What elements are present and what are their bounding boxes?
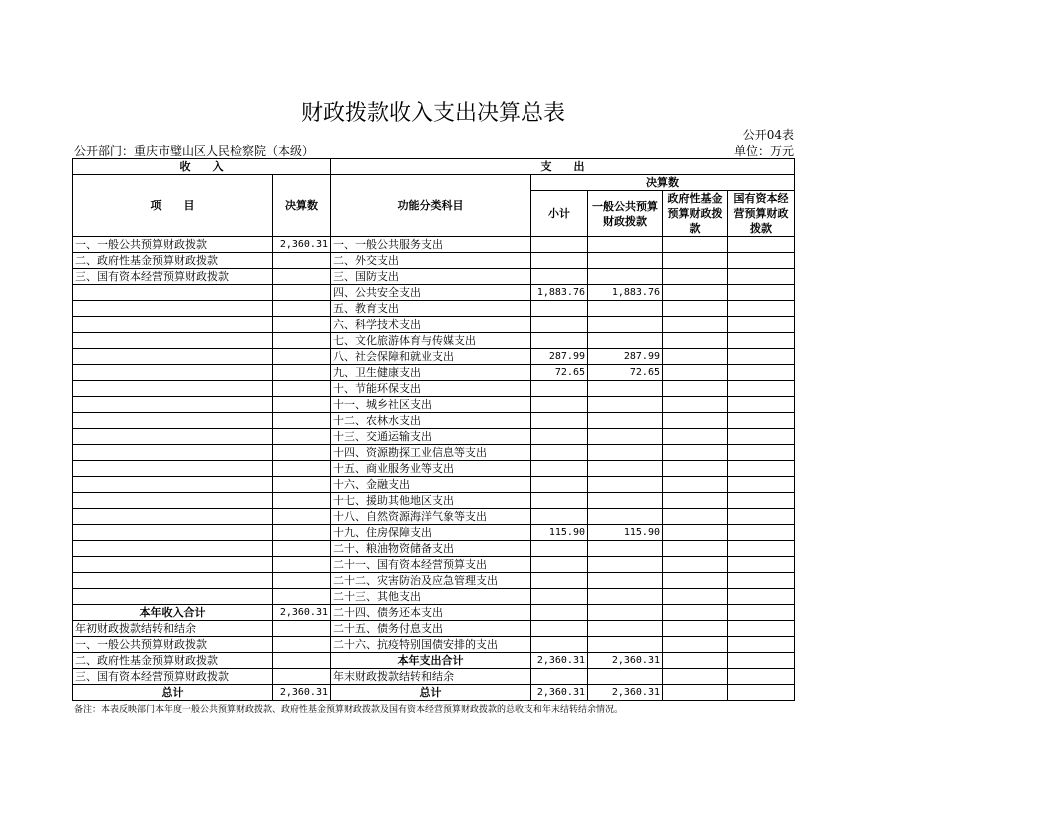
- income-amount-cell: [273, 653, 331, 669]
- subtotal-cell: [531, 669, 588, 685]
- gov-fund-cell: [663, 637, 728, 653]
- income-item-cell: [73, 445, 273, 461]
- general-budget-cell: [588, 301, 663, 317]
- income-amount-cell: [273, 349, 331, 365]
- expense-item-cell: 十八、自然资源海洋气象等支出: [331, 509, 531, 525]
- general-budget-cell: [588, 397, 663, 413]
- subtotal-cell: [531, 301, 588, 317]
- general-budget-cell: [588, 621, 663, 637]
- general-budget-header: 一般公共预算财政拨款: [588, 191, 663, 237]
- general-budget-cell: 115.90: [588, 525, 663, 541]
- subtotal-header: 小计: [531, 191, 588, 237]
- gov-fund-cell: [663, 381, 728, 397]
- table-row: [73, 605, 795, 621]
- general-budget-cell: 2,360.31: [588, 653, 663, 669]
- income-amount-cell: 2,360.31: [273, 685, 331, 701]
- expense-item-cell: 总计: [331, 685, 531, 701]
- gov-fund-cell: [663, 685, 728, 701]
- state-capital-cell: [728, 381, 795, 397]
- table-row: [73, 285, 795, 301]
- income-amount-cell: 2,360.31: [273, 237, 331, 253]
- general-budget-cell: 287.99: [588, 349, 663, 365]
- subtotal-cell: [531, 461, 588, 477]
- general-budget-cell: [588, 477, 663, 493]
- income-amount-cell: [273, 269, 331, 285]
- expense-item-cell: 九、卫生健康支出: [331, 365, 531, 381]
- income-item-cell: [73, 461, 273, 477]
- income-amount-cell: [273, 333, 331, 349]
- gov-fund-cell: [663, 253, 728, 269]
- income-amount-cell: [273, 285, 331, 301]
- gov-fund-cell: [663, 317, 728, 333]
- general-budget-cell: [588, 237, 663, 253]
- income-amount-cell: [273, 573, 331, 589]
- gov-fund-cell: [663, 333, 728, 349]
- gov-fund-cell: [663, 573, 728, 589]
- table-row: [73, 301, 795, 317]
- table-row: [73, 637, 795, 653]
- income-amount-cell: [273, 477, 331, 493]
- state-capital-cell: [728, 669, 795, 685]
- general-budget-cell: 72.65: [588, 365, 663, 381]
- state-capital-cell: [728, 573, 795, 589]
- subtotal-cell: 1,883.76: [531, 285, 588, 301]
- table-row: [73, 349, 795, 365]
- table-row: [73, 317, 795, 333]
- unit-label: 单位：万元: [733, 144, 794, 158]
- general-budget-cell: [588, 381, 663, 397]
- expense-item-cell: 七、文化旅游体育与传媒支出: [331, 333, 531, 349]
- table-row: [73, 253, 795, 269]
- gov-fund-cell: [663, 653, 728, 669]
- gov-fund-cell: [663, 589, 728, 605]
- table-row: [73, 333, 795, 349]
- state-capital-cell: [728, 493, 795, 509]
- state-capital-cell: [728, 557, 795, 573]
- income-item-cell: [73, 333, 273, 349]
- expense-item-cell: 八、社会保障和就业支出: [331, 349, 531, 365]
- expense-item-cell: 二十一、国有资本经营预算支出: [331, 557, 531, 573]
- gov-fund-cell: [663, 365, 728, 381]
- general-budget-cell: [588, 269, 663, 285]
- income-amount-cell: [273, 445, 331, 461]
- expense-item-cell: 二十二、灾害防治及应急管理支出: [331, 573, 531, 589]
- expense-item-cell: 本年支出合计: [331, 653, 531, 669]
- table-row: [73, 589, 795, 605]
- general-budget-cell: [588, 669, 663, 685]
- state-capital-cell: [728, 637, 795, 653]
- subtotal-cell: [531, 317, 588, 333]
- expense-item-cell: 十三、交通运输支出: [331, 429, 531, 445]
- income-amount-cell: [273, 589, 331, 605]
- subtotal-cell: [531, 397, 588, 413]
- expense-item-cell: 二十、粮油物资储备支出: [331, 541, 531, 557]
- income-item-cell: [73, 413, 273, 429]
- state-capital-cell: [728, 365, 795, 381]
- general-budget-cell: [588, 413, 663, 429]
- expense-item-cell: 十九、住房保障支出: [331, 525, 531, 541]
- final-amount-header: 决算数: [531, 175, 795, 191]
- income-item-cell: [73, 349, 273, 365]
- subtotal-cell: 115.90: [531, 525, 588, 541]
- income-amount-cell: 2,360.31: [273, 605, 331, 621]
- general-budget-cell: [588, 589, 663, 605]
- income-amount-cell: [273, 509, 331, 525]
- income-header: 收 入: [73, 159, 331, 175]
- budget-table: [72, 158, 795, 701]
- income-amount-cell: [273, 525, 331, 541]
- expense-item-cell: 十、节能环保支出: [331, 381, 531, 397]
- gov-fund-cell: [663, 429, 728, 445]
- gov-fund-cell: [663, 461, 728, 477]
- table-row: [73, 365, 795, 381]
- state-capital-cell: [728, 541, 795, 557]
- expense-item-cell: 十六、金融支出: [331, 477, 531, 493]
- footnote: 备注：本表反映部门本年度一般公共预算财政拨款、政府性基金预算财政拨款及国有资本经营预算财政拨款的总收支和年末结转结余情况。: [74, 705, 624, 715]
- income-item-cell: [73, 541, 273, 557]
- general-budget-cell: [588, 637, 663, 653]
- gov-fund-cell: [663, 557, 728, 573]
- state-capital-cell: [728, 509, 795, 525]
- gov-fund-cell: [663, 301, 728, 317]
- gov-fund-cell: [663, 621, 728, 637]
- income-item-cell: 总计: [73, 685, 273, 701]
- expense-item-cell: 六、科学技术支出: [331, 317, 531, 333]
- income-amount-cell: [273, 461, 331, 477]
- expense-item-cell: 十五、商业服务业等支出: [331, 461, 531, 477]
- income-amount-cell: [273, 557, 331, 573]
- general-budget-cell: [588, 493, 663, 509]
- table-row: [73, 653, 795, 669]
- table-row: [73, 269, 795, 285]
- state-capital-cell: [728, 461, 795, 477]
- state-capital-cell: [728, 301, 795, 317]
- state-capital-cell: [728, 349, 795, 365]
- gov-fund-cell: [663, 285, 728, 301]
- gov-fund-cell: [663, 669, 728, 685]
- subtotal-cell: [531, 333, 588, 349]
- table-row: [73, 413, 795, 429]
- state-capital-cell: [728, 269, 795, 285]
- subtotal-cell: 72.65: [531, 365, 588, 381]
- state-capital-cell: [728, 253, 795, 269]
- general-budget-cell: [588, 333, 663, 349]
- table-row: [73, 477, 795, 493]
- expense-item-cell: 一、一般公共服务支出: [331, 237, 531, 253]
- gov-fund-cell: [663, 413, 728, 429]
- income-amount-cell: [273, 365, 331, 381]
- gov-fund-cell: [663, 493, 728, 509]
- expense-item-cell: 二十三、其他支出: [331, 589, 531, 605]
- expense-item-cell: 三、国防支出: [331, 269, 531, 285]
- expense-item-cell: 五、教育支出: [331, 301, 531, 317]
- income-item-cell: [73, 365, 273, 381]
- expense-item-cell: 十二、农林水支出: [331, 413, 531, 429]
- income-item-cell: 一、一般公共预算财政拨款: [73, 237, 273, 253]
- subtotal-cell: [531, 573, 588, 589]
- table-row: [73, 621, 795, 637]
- table-row: [73, 573, 795, 589]
- subtotal-cell: [531, 237, 588, 253]
- income-amount-cell: [273, 493, 331, 509]
- gov-fund-cell: [663, 237, 728, 253]
- income-item-cell: [73, 381, 273, 397]
- state-capital-header: 国有资本经营预算财政拨款: [728, 191, 795, 237]
- expense-item-cell: 二十四、债务还本支出: [331, 605, 531, 621]
- general-budget-cell: [588, 557, 663, 573]
- subtotal-cell: [531, 413, 588, 429]
- income-amount-cell: [273, 637, 331, 653]
- income-item-cell: 三、国有资本经营预算财政拨款: [73, 669, 273, 685]
- state-capital-cell: [728, 333, 795, 349]
- table-row: [73, 397, 795, 413]
- state-capital-cell: [728, 285, 795, 301]
- income-amount-cell: [273, 301, 331, 317]
- func-class-header: 功能分类科目: [331, 175, 531, 237]
- expense-item-cell: 十一、城乡社区支出: [331, 397, 531, 413]
- gov-fund-cell: [663, 541, 728, 557]
- income-item-cell: [73, 589, 273, 605]
- table-row: [73, 237, 795, 253]
- gov-fund-cell: [663, 605, 728, 621]
- table-row: [73, 429, 795, 445]
- expense-item-cell: 二、外交支出: [331, 253, 531, 269]
- expense-item-cell: 二十五、债务付息支出: [331, 621, 531, 637]
- income-item-cell: 本年收入合计: [73, 605, 273, 621]
- gov-fund-cell: [663, 445, 728, 461]
- subtotal-cell: 2,360.31: [531, 653, 588, 669]
- table-row: [73, 669, 795, 685]
- gov-fund-cell: [663, 397, 728, 413]
- income-amount-cell: [273, 397, 331, 413]
- general-budget-cell: [588, 573, 663, 589]
- income-item-cell: [73, 285, 273, 301]
- income-item-cell: [73, 573, 273, 589]
- subtotal-cell: [531, 253, 588, 269]
- income-amount-cell: [273, 429, 331, 445]
- income-item-cell: [73, 477, 273, 493]
- gov-fund-header: 政府性基金预算财政拨款: [663, 191, 728, 237]
- form-number: 公开04表: [742, 128, 794, 142]
- state-capital-cell: [728, 413, 795, 429]
- subtotal-cell: [531, 589, 588, 605]
- income-item-cell: 年初财政拨款结转和结余: [73, 621, 273, 637]
- subtotal-cell: [531, 509, 588, 525]
- subtotal-cell: [531, 493, 588, 509]
- general-budget-cell: [588, 429, 663, 445]
- income-amount-cell: [273, 317, 331, 333]
- expense-item-cell: 十四、资源勘探工业信息等支出: [331, 445, 531, 461]
- table-row: [73, 493, 795, 509]
- table-row: [73, 557, 795, 573]
- income-item-cell: 一、一般公共预算财政拨款: [73, 637, 273, 653]
- department-label: 公开部门：重庆市璧山区人民检察院（本级）: [74, 144, 315, 158]
- subtotal-cell: [531, 605, 588, 621]
- income-amount-cell: [273, 541, 331, 557]
- page-title: 财政拨款收入支出决算总表: [300, 101, 565, 126]
- income-item-cell: [73, 397, 273, 413]
- general-budget-cell: 1,883.76: [588, 285, 663, 301]
- gov-fund-cell: [663, 349, 728, 365]
- subtotal-cell: 287.99: [531, 349, 588, 365]
- general-budget-cell: [588, 541, 663, 557]
- subtotal-cell: [531, 557, 588, 573]
- subtotal-cell: [531, 477, 588, 493]
- general-budget-cell: 2,360.31: [588, 685, 663, 701]
- income-item-cell: 二、政府性基金预算财政拨款: [73, 253, 273, 269]
- state-capital-cell: [728, 525, 795, 541]
- general-budget-cell: [588, 509, 663, 525]
- state-capital-cell: [728, 397, 795, 413]
- state-capital-cell: [728, 317, 795, 333]
- expense-item-cell: 年末财政拨款结转和结余: [331, 669, 531, 685]
- income-item-cell: 二、政府性基金预算财政拨款: [73, 653, 273, 669]
- state-capital-cell: [728, 621, 795, 637]
- general-budget-cell: [588, 461, 663, 477]
- subtotal-cell: [531, 541, 588, 557]
- table-row: [73, 541, 795, 557]
- state-capital-cell: [728, 477, 795, 493]
- income-amount-cell: [273, 413, 331, 429]
- subtotal-cell: [531, 429, 588, 445]
- income-item-cell: [73, 525, 273, 541]
- header-row-2: [73, 175, 795, 191]
- item-header: 项 目: [73, 175, 273, 237]
- income-item-cell: 三、国有资本经营预算财政拨款: [73, 269, 273, 285]
- subtotal-cell: 2,360.31: [531, 685, 588, 701]
- table-row: [73, 461, 795, 477]
- general-budget-cell: [588, 605, 663, 621]
- income-item-cell: [73, 317, 273, 333]
- gov-fund-cell: [663, 509, 728, 525]
- expense-header: 支 出: [331, 159, 795, 175]
- state-capital-cell: [728, 237, 795, 253]
- expense-item-cell: 十七、援助其他地区支出: [331, 493, 531, 509]
- header-row-1: [73, 159, 795, 175]
- gov-fund-cell: [663, 525, 728, 541]
- table-row: [73, 381, 795, 397]
- subtotal-cell: [531, 445, 588, 461]
- subtotal-cell: [531, 637, 588, 653]
- table-row: [73, 509, 795, 525]
- subtotal-cell: [531, 269, 588, 285]
- state-capital-cell: [728, 445, 795, 461]
- income-amount-cell: [273, 253, 331, 269]
- general-budget-cell: [588, 445, 663, 461]
- amount-header: 决算数: [273, 175, 331, 237]
- state-capital-cell: [728, 653, 795, 669]
- gov-fund-cell: [663, 269, 728, 285]
- gov-fund-cell: [663, 477, 728, 493]
- general-budget-cell: [588, 253, 663, 269]
- state-capital-cell: [728, 685, 795, 701]
- income-item-cell: [73, 493, 273, 509]
- general-budget-cell: [588, 317, 663, 333]
- expense-item-cell: 四、公共安全支出: [331, 285, 531, 301]
- state-capital-cell: [728, 429, 795, 445]
- income-item-cell: [73, 557, 273, 573]
- income-item-cell: [73, 509, 273, 525]
- income-amount-cell: [273, 381, 331, 397]
- subtotal-cell: [531, 381, 588, 397]
- income-amount-cell: [273, 621, 331, 637]
- subtotal-cell: [531, 621, 588, 637]
- state-capital-cell: [728, 605, 795, 621]
- table-row: [73, 525, 795, 541]
- income-item-cell: [73, 429, 273, 445]
- table-row: [73, 685, 795, 701]
- state-capital-cell: [728, 589, 795, 605]
- table-row: [73, 445, 795, 461]
- income-amount-cell: [273, 669, 331, 685]
- table-body: [73, 159, 795, 701]
- income-item-cell: [73, 301, 273, 317]
- expense-item-cell: 二十六、抗疫特别国债安排的支出: [331, 637, 531, 653]
